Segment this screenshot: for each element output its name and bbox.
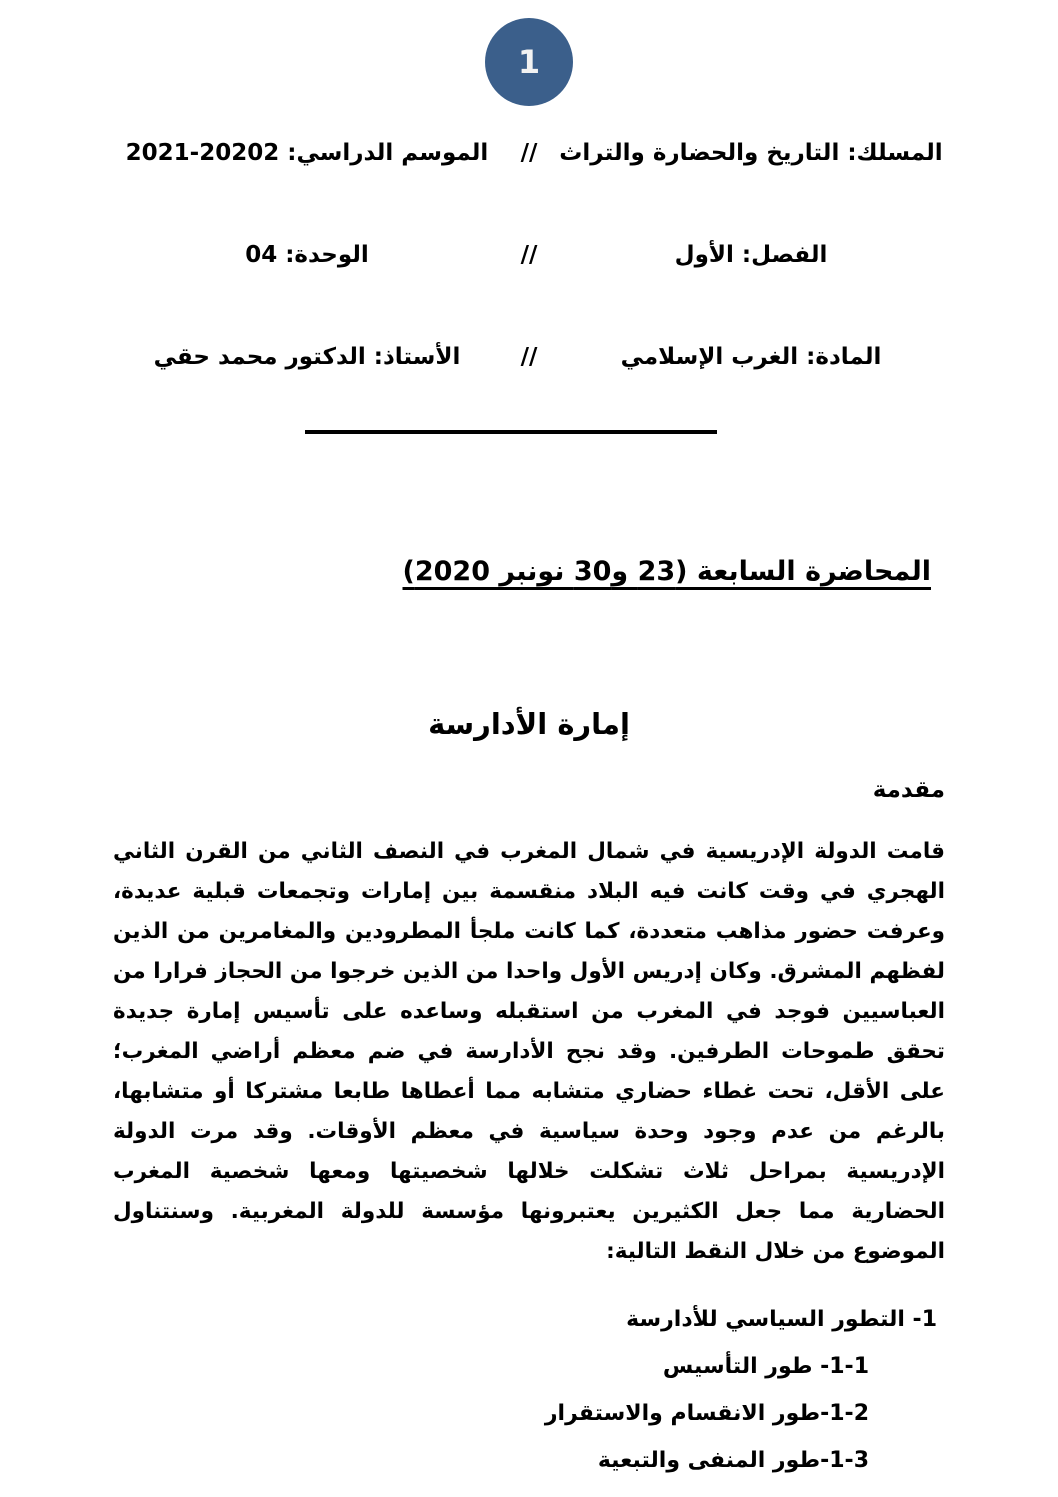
outline-list: [113, 1296, 945, 1484]
unit-value: 04: [245, 242, 278, 268]
subject-label: المادة: الغرب الإسلامي: [620, 344, 882, 370]
outline-item-division-phase: 1-2-طور الانقسام والاستقرار: [544, 1401, 869, 1426]
header-row-track: [113, 132, 945, 174]
academic-season-label: الموسم الدراسي:: [287, 140, 489, 166]
header-row-semester: [113, 234, 945, 276]
separator-slashes: //: [520, 242, 538, 268]
separator-slashes: //: [520, 344, 538, 370]
outline-item-founding-phase: 1-1- طور التأسيس: [662, 1354, 869, 1379]
unit-label: الوحدة:: [285, 242, 369, 268]
header-row-subject: [113, 336, 945, 378]
outline-item-exile-phase: 1-3-طور المنفى والتبعية: [597, 1448, 869, 1473]
track-label: المسلك: التاريخ والحضارة والتراث: [559, 140, 943, 166]
separator-slashes: //: [520, 140, 538, 166]
outline-item-political-evolution: 1- التطور السياسي للأدارسة: [626, 1307, 937, 1332]
instructor-label: الأستاذ: الدكتور محمد حقي: [153, 344, 461, 370]
main-title: إمارة الأدارسة: [428, 707, 630, 741]
unit: [113, 234, 501, 276]
academic-season-value: 2021-20202: [125, 140, 280, 166]
semester-label: الفصل: الأول: [674, 242, 828, 268]
divider-line: [305, 430, 717, 434]
intro-heading: مقدمة: [872, 777, 945, 803]
course-header: [113, 132, 945, 378]
intro-paragraph: قامت الدولة الإدريسية في شمال المغرب في النصف الثاني من القرن الثاني الهجري في وقت كانت فيه البلاد منقسمة بين إمارات وتجمعات قبلية عديدة، وعرفت حضور مذاهب متعددة، كما كانت ملجأ المطرودين والمغامرين من الذين لفظهم المشرق. وكان إدريس الأول واحدا من الذين خرجوا من الحجاز فرارا من العباسيين فوجد في المغرب من استقبله وساعده على تأسيس إمارة جديدة تحقق طموحات الطرفين. وقد نجح الأدارسة في ضم معظم أراضي المغرب؛ على الأقل، تحت غطاء حضاري متشابه مما أعطاها طابعا مشتركا أو متشابها، بالرغم من عدم وجود وحدة سياسية في معظم الأوقات. وقد مرت الدولة الإدريسية بمراحل ثلاث تشكلت خلالها شخصيتها ومعها شخصية المغرب الحضارية مما جعل الكثيرين يعتبرونها مؤسسة للدولة المغربية. وسنتناول الموضوع من خلال النقط التالية:: [113, 839, 945, 1264]
page-number: 1: [517, 43, 541, 81]
page-number-badge: [485, 18, 573, 106]
academic-season: [113, 132, 501, 174]
instructor: [113, 336, 501, 378]
lecture-heading: المحاضرة السابعة (23 و30 نونبر 2020): [402, 556, 931, 587]
